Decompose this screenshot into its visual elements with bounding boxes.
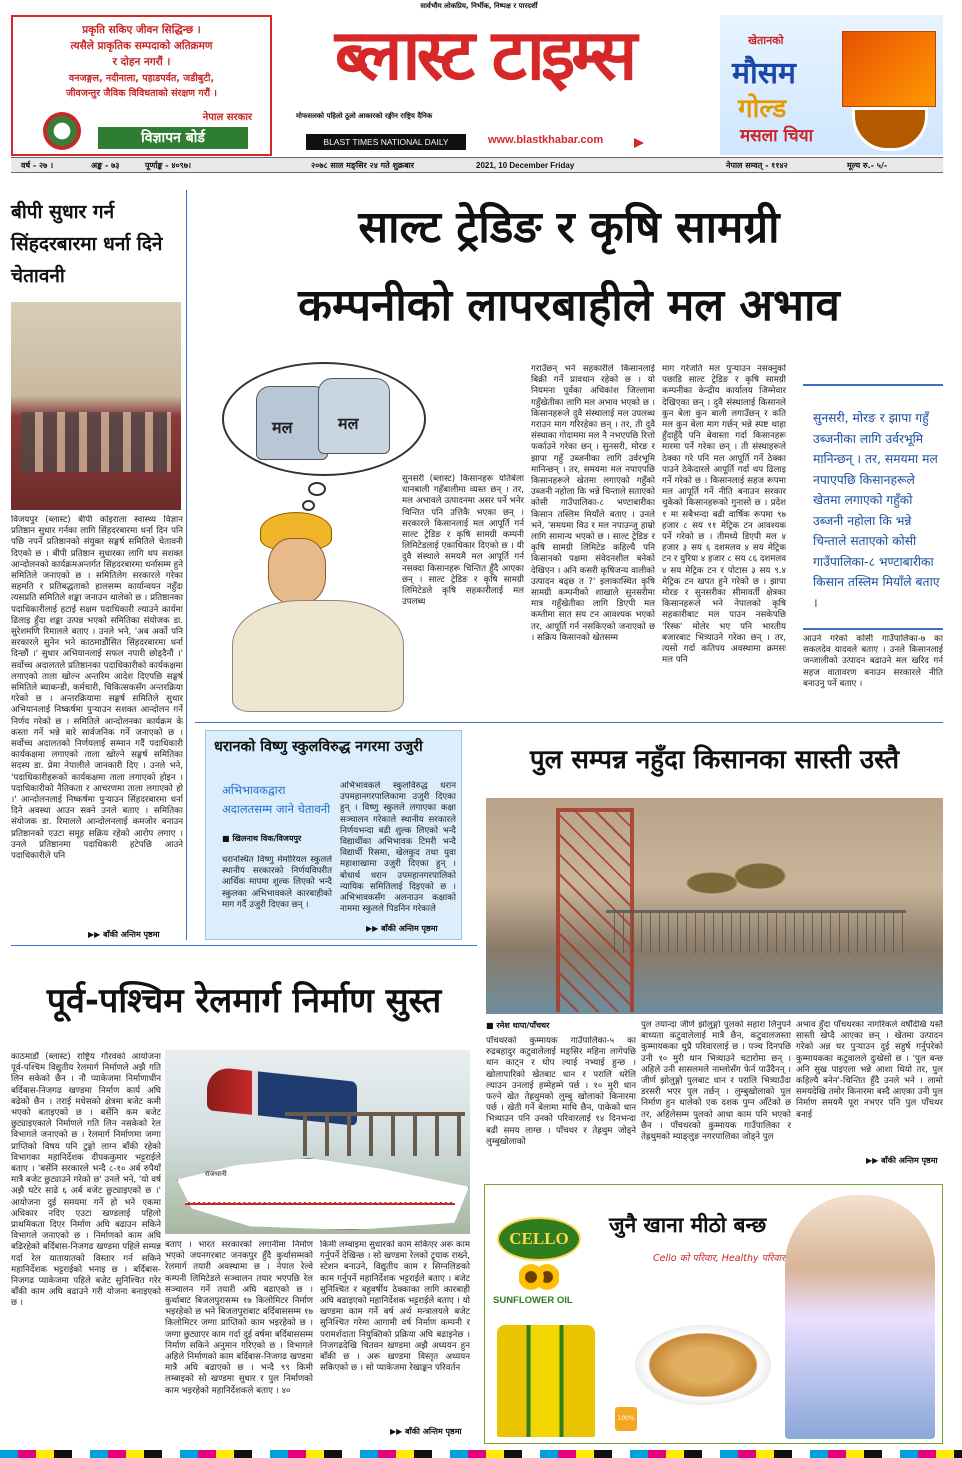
govt-emblem-icon bbox=[43, 112, 81, 150]
left-divider bbox=[186, 190, 187, 940]
school-box bbox=[205, 730, 462, 940]
school-kicker-1: अभिभावकद्वारा bbox=[222, 783, 286, 797]
masthead-subtitle: मोफसलको पहिलो ठूलो आकारको रङ्गीन राष्ट्रिय दैनिक bbox=[296, 112, 433, 120]
rail-headline: पूर्व-पश्चिम रेलमार्ग निर्माण सुस्त bbox=[46, 981, 442, 1021]
left-ad-line-2: त्यसैले प्राकृतिक सम्पदाको अतिक्रमण bbox=[70, 40, 213, 52]
nepal-map bbox=[177, 1158, 469, 1230]
biryani-dish-image bbox=[635, 1325, 771, 1405]
bridge-col-2: पुल तयान्दा जीर्ण झोलुङ्गो पुलको सहारा लिनुपर्ने बाध्यता कटुवालेलाई मात्रै छैन, कटुवालजस्ता कुम्मायकका थुप्रै परिवारलाई छ । पञ्च दिनपछि उनी १० मुरी धान भित्र्याउने चटारोमा छन् । अहिले उनी सासलमले नाम्लोसँग फेर्न पाउँदैनन् । जीर्ण झोलुङ्गो पुलबाट धान र परालि भित्र्याउँदा डरसरी भएर पुल तर्छन् । लुम्बुखोलाको पुल निर्माण हुन थालेको एक दशक पुग्न आँटेको छ तर, अहिलेसम्म पुलको आधा काम पनि भएको छैन । पाँचथरको कुम्मायक गाउँपालिका र तेह्रथुमको म्याङ्लुङ नगरपालिका जोड्ने पुल bbox=[641, 1020, 791, 1143]
masthead-tagline: सार्वभौम लोकप्रिय, निर्भीक, निष्पक्ष र पारदर्शी bbox=[420, 2, 538, 10]
bp-headline: बीपी सुधार गर्न सिंहदरबारमा धर्ना दिने चेतावनी bbox=[11, 201, 163, 287]
lead-col-2: गराउँछन् भने सहकारीले किसानलाई बिक्री गर्ने प्रावधान रहेको छ । यो नियमना पूर्वका अधिकांश जिल्लामा गहुँखेतीका लागि मल अभाव भएको छ । किसानहरूले दुवै संस्थालाई मल उपलब्ध गराउन माग गरिरहेका छन् । तर, ती दुवै संस्थाका गोदाममा मल नै नभएपछि रित्तो फर्काउने गरेका छन् । सुनसरी, मोरङ र झापा गहुँ उब्जनीका लागि उर्वरभूमि मानिन्छन् । तर, समयमा मल नपाएपछि किसानहरूले खेतमा लगाएको गहुँको उब्जनी नहोला कि भन्ने चिन्ताले सताएको कोसी गाउँपालिका-८ भण्टाबारीका किसान तस्लिम मियाँले बताए । उनले भने, 'समयमा विउ र मल नपाउन्जु हाम्रो लागि सामान्य भएको छ । साल्ट ट्रेडिङ र कृषि सामग्री लिमिटेड कहिल्यै पनि किसानको पक्षमा संवेदनशील बनेको देखिएन । अनि कसरी कृषिजन्य वालीको उत्पादन बढ्छ त ?' इलाकास्थित कृषि सामग्री कम्पनीको शाखाले सुनसरीमा मात्र गहुँखेतीका लागि डिएपी मल कम्तीमा सात सय टन आवश्यक भएको तर, आपूर्ति गर्न नसकिएको जनाएको छ । सक्रिय किसानको खेतसम्म bbox=[531, 364, 655, 643]
right-ad-line2: गोल्ड bbox=[738, 94, 787, 124]
oil-bottles-image bbox=[497, 1325, 595, 1437]
info-issue: अङ्क - ७३ bbox=[91, 161, 120, 170]
right-ad-box bbox=[720, 15, 943, 155]
left-ad-line-1: प्रकृति सकिए जीवन सिद्धिन्छ । bbox=[82, 24, 201, 36]
left-ad-govt: नेपाल सरकार bbox=[202, 112, 252, 123]
lead-headline-2: कम्पनीको लापरबाहीले मल अभाव bbox=[298, 280, 840, 331]
school-col-2: अभिभावकले स्कुलविरुद्ध धरान उपमहानगरपालिकामा उजुरी दिएका हुन् । विष्णु स्कुलले लगाएका कक्षा सञ्चालन गरेकाले स्थानीय सरकारले निर्णयभन्दा बढी शुल्क लिएको भन्दै विद्यार्थीका अभिभावक टिमरी भन्दै विद्यार्थी रिसमा, खेलकुद तथा युवा महाशाखामा उजुरी दिएका हुन् । बोधार्थ धरान उपमहानगरपालिको न्यायिक समितिलाई दिइएको छ । अभिभावकसँग अलनाउन कक्षाको नाममा स्कुलले पिडनिन गरेकाले bbox=[340, 781, 456, 915]
right-ad-line1: मौसम bbox=[732, 56, 796, 91]
left-ad-box bbox=[11, 15, 272, 156]
badge-100: 100% bbox=[615, 1407, 637, 1431]
side-quote-rule-bottom bbox=[803, 628, 943, 630]
bottom-strip bbox=[0, 1450, 962, 1458]
rail-col-1: काठमाडौं (ब्लास्ट) राष्ट्रिय गौरवको आयोजना पूर्व-पश्चिम विद्युतीय रेलमार्ग निर्माणले अझै गति लिन सकेको छैन । नौ प्याकेजमा निर्माणाधीन बर्दिबास-निजगढ खण्डमा निर्माण कार्य अघि बढेको छैन । तराई मधेसको क्षेत्रमा बजेट कमी भएको बताइएको छ । बर्सेनि कम बजेट छुट्याइएकाले निर्माणले गति लिन नसकेको रेल विभागले जनाएको छ । रेलमार्ग निर्माणमा जग्गा प्राप्तिको विषय पनि टुङ्गो लाग्न बाँकी रहेको विभागका महानिर्देशक दीपककुमार भट्टराईले बताए । 'बर्सेनि सरकारले भन्दै ८-१० अर्ब रुपैयाँ मात्रै बजेट छुट्याउने गरेको छ' उनले भने, 'यो वर्ष अझै घटेर साढे ६ अर्ब बजेट छुट्याइएको छ ।' आयोजना दुई समयमा गर्ने हो भने एकमा अधिकार नदिए एउटा खण्डलाई पहिलो प्राथमिकता दिएर निर्माण अघि बढाउन सकिने विभागले जनाएको छ । निर्माणको काम अघि बढिरहेको बर्दिबास-निजगढ खण्डमा पहिले सम्पन्न गर्दा रेल यातायातको विस्तार गर्न सकिने महानिर्देशक भट्टराईको भनाइ छ । बर्दिबास-निजगढ प्याकेजमा पहिले बजेट सुनिश्चित गरेर बाँकी काम अघि बढाउने गरी योजना बनाइएको छ । bbox=[11, 1052, 161, 1309]
info-date-np: २०७८ साल मङ्सिर २४ गते शुक्रबार bbox=[311, 161, 414, 170]
rail-col-3: किमी लम्बाइमा सुधारको काम सकिएर अरू काम गर्नुपर्ने देखिन्छ । सो खण्डमा रेलको ट्र्याक राख्ने, स्टेशन बनाउने, विद्युतीय काम र सिग्नलिङको काम गर्नुपर्ने महानिर्देशक भट्टराईले बताए । बजेट सुनिश्चित र बहुवर्षीय ठेक्काका लागि कारबाही अघि बढाइएको महानिर्देशक भट्टराईले बताए । यो खण्डमा काम गर्ने बर्ष अर्थ मन्त्रालयले बजेट सुनिश्चित गरेमा आगामी वर्ष निर्माण कम्पनी र परामर्शदाता नियुक्तिको प्रक्रिया अघि बढाइनेछ । निजगढदेखि चितवन खण्डमा अझै अध्ययन हुन बाँकी छ । अरू खण्डमा विस्तृत अध्ययन सकिएको छ । सो प्याकेजमा रेखाङ्कन परिवर्तन bbox=[320, 1240, 470, 1374]
mid-divider bbox=[11, 945, 477, 946]
bridge-photo bbox=[486, 798, 943, 1014]
school-col-1: धरानस्थित विष्णु मेमोरियल स्कुलले स्थानीय सरकारको निर्णयविपरीत आर्थिक मापमा शुल्क लिएको भन्दै स्कुलका अभिभावकले कारबाहीको माग गर्दै उजुरी दिएका छन् । bbox=[222, 855, 332, 910]
cello-tagline: Cello को परिवार, Healthy परिवार bbox=[653, 1253, 785, 1264]
side-quote-after: आउने गरेको कोसी गाउँपालिका-७ का सकलदेव यादवले बताए । उनले किसानलाई जन्जालीको उत्पादन बढाउने मल खरिद गर्न सहज वातावरण बनाउन सरकारले नीति बनाउनु पर्ने बताए । bbox=[803, 634, 943, 689]
right-ad-line3: मसला चिया bbox=[740, 126, 813, 146]
info-year: वर्ष - २७ । bbox=[21, 161, 54, 170]
info-total: पूर्णाङ्क - ४०९७। bbox=[145, 161, 192, 170]
map-label: राजधानी bbox=[205, 1170, 227, 1178]
info-bar bbox=[11, 157, 943, 173]
cello-ad bbox=[484, 1184, 943, 1444]
side-quote: सुनसरी, मोरङ र झापा गहुँ उब्जनीका लागि उर्वरभूमि मानिन्छन् । तर, समयमा मल नपाएपछि किसानहरूले खेतमा लगाएको गहुँको उब्जनी नहोला कि भन्ने चिन्ताले सताएको कोसी गाउँपालिका-८ भण्टाबारीका किसान तस्लिम मियाँले बताए । bbox=[813, 411, 940, 610]
bag-label-left: मल bbox=[272, 418, 293, 437]
school-kicker-2: अदालतसम्म जाने चेतावनी bbox=[222, 802, 331, 816]
rail-illustration bbox=[165, 1050, 470, 1234]
info-era: नेपाल सम्वत् - ११४२ bbox=[726, 161, 788, 170]
bubble-dot-1 bbox=[308, 482, 326, 496]
bp-more[interactable]: ▶▶ बाँकी अन्तिम पृष्ठमा bbox=[88, 930, 160, 939]
side-quote-rule-top bbox=[803, 384, 943, 386]
bridge-more[interactable]: ▶▶ बाँकी अन्तिम पृष्ठमा bbox=[866, 1156, 938, 1165]
bridge-col-3: अभाव हुँदा पाँचथरका नागरिकले वर्षौंदेखि यस्तै सास्ती खेप्दै आएका छन् । खेतमा उत्पादन गरेको अन्न घर पुऱ्याउन दुई सहुर्ष गर्नुपरेको कुम्मायकका कटुवालले दुःखेसो छ । 'पुल बन्छ अनि सुख पाइएला भन्ने आशा थियो तर, पुल कहिल्यै बनेन'-चिन्तित हुँदै उनले भने । लामो समयदेखि तमोर किनारमा बस्दै आएका उनी पुल निर्माण समयमै पूरा नभएर पनि पुल पाँचथर बनाई bbox=[796, 1020, 943, 1120]
school-headline: धरानको विष्णु स्कुलविरुद्ध नगरमा उजुरी bbox=[214, 739, 423, 755]
school-more[interactable]: ▶▶ बाँकी अन्तिम पृष्ठमा bbox=[366, 924, 438, 933]
rail-more[interactable]: ▶▶ बाँकी अन्तिम पृष्ठमा bbox=[390, 1427, 462, 1436]
lead-col-3: माग गरेजति मल पुऱ्याउन नसक्नुको पछाडि साल्ट ट्रेडिङ र कृषि सामग्री कम्पनीका केन्द्रीय कार्यालय जिम्मेवार देखिएका छन् । दुवै संस्थालाई किसानले कुन बेला कुन बाली लगाउँछन् र कति मल कुन बेला माग गर्छन् भन्ने स्पष्ट थाहा हुँदाहुँदै पनि बेवास्ता गर्दा किसानहरू मारमा पर्ने गरेका छन् । ती संस्थाहरूले ठेक्का गरे पनि मल आपूर्ति गर्ने ठेक्का पाउने ठेकेदारले आपूर्ति गर्दा थप ढिलाइ गर्ने गरेको छ । किसानलाई सहज रूपमा मल आपूर्ति गर्ने नीति बनाउन सरकार चुकेको किसानहरूको गुनासो छ । प्रदेश १ मा सबैभन्दा बढी वार्षिक रूपमा ९७ हजार ८ सय ११ मेट्रिक टन आवश्यक पर्ने गरेको छ । तीमध्ये डिएपी मल ४ हजार ३ सय ६ दशमलव ४ सय मेट्रिक टन र युरिया ४ हजार ८ सय ८६ दशमलव ४ सय मेट्रिक टन र पोटास ३ सय ९.४ मेट्रिक टन खपत हुने गरेको छ । झापा मोरङ र सुनसरीका सीमावर्ती क्षेत्रका किसानहरूले भने नेपालको कृषि सहकारीबाट मल पाउन नसकेपछि 'रिस्क' मोलेर भए पनि भारतीय बजारबाट भित्र्याउने गरेका छन् । तर, त्यसो गर्दा कतिपय अवस्थामा क्रमसः मल पनि bbox=[662, 364, 786, 666]
bag-label-right: मल bbox=[338, 414, 359, 433]
bp-body: विजयपुर (ब्लास्ट) बीपी कोइराला स्वास्थ्य विज्ञान प्रतिष्ठान सुधार गर्नका लागि सिंहदरबारमा धर्ना दिन पनि पछि नपर्ने प्रतिष्ठानको संयुक्त सङ्घर्ष समितिले चेतावनी दिएको छ । बीपी प्रतिष्ठान सुधारका लागि थप सशक्त आन्दोलनको कार्यक्रमअन्तर्गत सिंहदरबारमा धर्नासम्म हुने समितिले जनाएको छ । समितिलेग सरकारले गरेका सहमति र प्रतिबद्धताको हालसम्म कार्यान्वयन नहुँदा त्यसप्रति समितिले शङ्का जनाउन थालेको छ । प्रतिष्ठानका पदाधिकारीलाई हटाई सक्षम पदाधिकारी ल्याउने कार्यमा ढिलाइ हुँदा शङ्का उत्पन्न भएको समितिका संयोजक डा. सुरेशमणि रिमालले बताए । उनले भने, 'अब अर्को पनि सरकारले सुनेन भने काठमाडौंसित सिंहदरबारमा धर्ना दिन्छौं ।' सुधार अभियानलाई सफल नपारी छोड्दैनौं ।' सर्वोच्च अदालतले प्रतिष्ठानका पदाधिकारीको कार्यकक्षमा लगाएको ताला खोल्न अन्तरिम आदेश दिएपछि सङ्घर्ष समितिले ब्याकन्डी, कर्मचारी, चिकित्सकसँग अन्तरक्रिया गरेको छ । अन्तरक्रियामा सङ्घर्ष समितिले सुधार अभियानलाई निष्कर्षमा पुऱ्याउन सशक्त आन्दोलन गर्ने निर्णय गरेको छ । समितिले आन्दोलनका कार्यक्रम के कस्ता गर्ने भन्ने बारे सार्वजनिक गर्ने जनाएको छ । सर्वोच्च अदालतको निर्णयलाई सम्मान गर्दै पदाधिकारी कार्यकक्षमा लगाएको ताला खोल्ने सङ्घर्ष समितिका सदस्य डा. प्रेमा नेपालीले जानकारी दिए । उनले भने, 'पदाधिकारीहरूको कार्यकक्षमा ताला लगाएको होइन । पदाधिकारीको नैतिकता र आचरणमा ताला लगाएको हो ।' आन्दोलनलाई निष्कर्षमा पुऱ्याउन सिंहदरबारमा धर्ना दिने अवस्था आउन सक्ने उनले बताए । समितिका संयोजक डा. रिमालले आन्दोलनलाई कमजोर बनाउन प्रतिष्ठानको एउटा समूह सक्रिय रहेको आरोप लगाए । उनले प्रतिष्ठानमा पदाधिकारी हटेपछि आउने पदाधिकारीले पनि bbox=[11, 515, 183, 862]
left-ad-line-4: वनजङ्गल, नदीनाला, पहाडपर्वत, जडीबुटी, bbox=[68, 73, 215, 84]
left-ad-line-3: र दोहन नगरौं । bbox=[112, 56, 171, 68]
rail-col-2: बताए । भारत सरकारको लगानीमा निर्माण भएको जयनगरबाट जनकपुर हुँदै कुर्थासम्मको रेलमार्ग तयारी अवस्थामा छ । नेपाल रेल्वे कम्पनी लिमिटेडले सञ्चालन तयार भएपछि रेल सञ्चालन गर्ने तयारी अघि बढाएको छ । कुर्थाबाट बिजलपुरासम्म १७ किलोमिटर निर्माण भइरहेको छ भने बिजलपुराबाट बर्दिबाससम्म १७ किलोमिटर जग्गा प्राप्तिको काम भइरहेको छ । जग्गा छुट्याएर काम गर्दा दुई वर्षमा बर्दिबाससम्म निर्माण सकिने अनुमान गरिएको छ । विभागले अहिले निर्माणको काम बर्दिबास-निजगढ खण्डमा मात्रै अघि बढाएको छ । भन्दै ९९ किमी लम्बाइको सो खण्डमा सुधार र पुल निर्माणको काम भइरहेको महानिर्देशकले बताए । ४० bbox=[165, 1240, 313, 1396]
info-date-en: 2021, 10 December Friday bbox=[476, 161, 575, 170]
cello-product: SUNFLOWER OIL bbox=[493, 1295, 573, 1306]
lead-col-1: सुनसरी (ब्लास्ट) किसानहरू यतिबेला धानबाली गहँबालीमा व्यस्त छन् । तर, मल अभावले उत्पादनमा असर पर्ने भनेर चिन्तित पनि उत्तिकै भएका छन् । सरकारले किसानलाई मल आपूर्ति गर्न साल्ट ट्रेडिङ र कृषि सामग्री कम्पनी लिमिटेडलाई एकाधिकार दिएको छ । यी दुवै संस्थाले समयमै मल आपूर्ति गर्न नसक्दा किसानहरू चिन्तित हुँदै आएका छन् । साल्ट ट्रेडिङ र कृषि सामग्री लिमिटेडले कृषि सहकारीलाई मल उपलब्ध bbox=[402, 474, 524, 608]
cello-headline: जुनै खाना मीठो बन्छ bbox=[609, 1213, 767, 1237]
farmer-body bbox=[232, 600, 404, 712]
cello-logo: CELLO bbox=[497, 1217, 581, 1261]
sunflower-icon bbox=[519, 1263, 559, 1291]
map-rail-line bbox=[185, 1202, 455, 1205]
right-ad-brand: खेतानको bbox=[748, 34, 784, 47]
lead-bottom-rule bbox=[195, 722, 943, 723]
tea-pack-image bbox=[842, 31, 936, 107]
left-ad-line-5: जीवजन्तुर जैविक विविधताको संरक्षण गरौं । bbox=[66, 88, 217, 99]
bridge-byline: ■ रमेश थापा/पाँचथर bbox=[486, 1021, 550, 1030]
rail-bridge bbox=[285, 1112, 465, 1156]
porter-figures bbox=[676, 848, 796, 918]
masthead-logo: ब्लास्ट टाइम्स bbox=[334, 13, 634, 96]
tea-cup-image bbox=[852, 107, 928, 151]
school-byline: ■ खिलनाथ विक/विजयपुर bbox=[222, 834, 302, 843]
lead-headline-1: साल्ट ट्रेडिङ र कृषि सामग्री bbox=[358, 202, 780, 253]
bubble-dot-2 bbox=[302, 500, 315, 511]
photo-people bbox=[21, 412, 171, 472]
bp-meeting-photo bbox=[11, 302, 181, 510]
website-arrow-icon bbox=[634, 138, 644, 148]
farmer-face bbox=[268, 538, 326, 604]
bridge-headline: पुल सम्पन्न नहुँदा किसानका सास्ती उस्तै bbox=[529, 745, 900, 775]
masthead-english-name: BLAST TIMES NATIONAL DAILY bbox=[306, 134, 466, 150]
bridge-col-1: पाँचथरको कुम्मायक गाउँपालिका-५ का रुद्रबहादुर कटुवालेलाई मङ्सिर महिना लागेपछि धान काट्न र घोप ल्याई नभ्याई हुन्छ । खोलापारिको खेतबाट धान र परालि धरेलि ल्याउन उनलाई हम्मेहम्मे पर्छ । १० मुरी धान फल्ने खेत तेह्रथुमको लुम्बु खोलाको किनारमा पर्छ । खेती गर्ने बेलामा माथि छैन, पाकेको धान भित्र्याउन पनि उनको परिवारलाई १४ दिनभन्दा बढी समय लाग्छ । पाँचथर र तेह्रथुम जोड्ने लुम्बुखोलाको bbox=[486, 1036, 636, 1147]
model-photo bbox=[785, 1195, 935, 1439]
masthead bbox=[284, 0, 684, 156]
masthead-website[interactable]: www.blastkhabar.com bbox=[488, 134, 604, 146]
info-price: मूल्य रु.- ५/- bbox=[847, 161, 888, 170]
left-ad-board: विज्ञापन बोर्ड bbox=[98, 127, 248, 149]
